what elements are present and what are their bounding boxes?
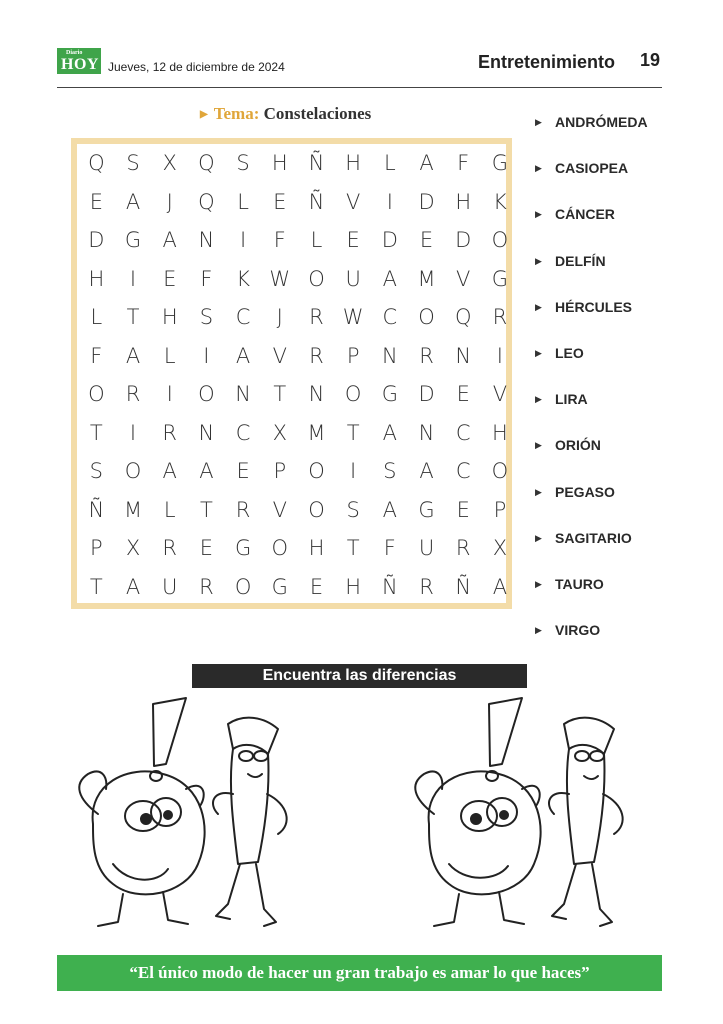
triangle-bullet-icon: ▶: [200, 109, 208, 120]
triangle-bullet-icon: ▶: [535, 301, 542, 312]
grid-letter: E: [346, 228, 360, 253]
word-label: PEGASO: [555, 483, 615, 500]
word-label: LIRA: [555, 391, 588, 408]
grid-letter: D: [455, 228, 472, 253]
grid-letter: M: [417, 266, 436, 291]
word-label: CASIOPEA: [555, 160, 629, 177]
grid-letter: R: [309, 343, 324, 368]
grid-row: [78, 414, 518, 453]
grid-letter: H: [88, 266, 105, 291]
grid-letter: E: [199, 536, 214, 561]
word-label: TAURO: [555, 576, 604, 592]
grid-letter: N: [418, 420, 435, 445]
grid-letter: T: [273, 382, 287, 407]
grid-letter: U: [345, 266, 361, 291]
word-label: SAGITARIO: [555, 529, 632, 546]
triangle-bullet-icon: ▶: [535, 440, 542, 451]
theme-value: Constelaciones: [263, 104, 372, 123]
grid-letter: V: [272, 497, 287, 522]
grid-letter: A: [382, 420, 398, 445]
grid-row: [78, 568, 518, 607]
word-label: ANDRÓMEDA: [555, 114, 648, 130]
grid-letter: G: [418, 497, 435, 522]
grid-letter: U: [418, 536, 435, 561]
grid-letter: I: [386, 189, 393, 214]
grid-letter: A: [382, 497, 398, 522]
grid-letter: H: [308, 536, 325, 561]
cartoon-left-image: [68, 694, 360, 934]
grid-letter: O: [308, 266, 325, 291]
grid-letter: P: [493, 497, 507, 522]
puzzle-theme: [200, 104, 371, 124]
grid-letter: I: [129, 420, 137, 445]
grid-letter: N: [308, 382, 325, 407]
grid-letter: O: [198, 382, 215, 407]
grid-letter: A: [419, 459, 434, 484]
grid-letter: C: [382, 305, 398, 330]
grid-row: [78, 491, 518, 530]
grid-letter: O: [88, 382, 105, 407]
grid-letter: X: [272, 420, 287, 445]
grid-letter: O: [418, 305, 435, 330]
grid-letter: F: [457, 151, 470, 176]
grid-row: [78, 144, 518, 183]
grid-letter: L: [90, 305, 103, 330]
grid-letter: E: [163, 266, 177, 291]
grid-row: [78, 452, 518, 491]
grid-letter: A: [162, 228, 177, 253]
grid-letter: A: [492, 574, 508, 599]
grid-letter: R: [235, 497, 251, 522]
grid-letter: K: [493, 189, 507, 214]
logo-small-text: Diario: [66, 50, 83, 56]
grid-letter: C: [455, 420, 471, 445]
grid-letter: S: [383, 459, 397, 484]
triangle-bullet-icon: ▶: [535, 255, 542, 266]
grid-letter: J: [166, 189, 173, 214]
grid-letter: Q: [88, 151, 105, 176]
grid-letter: R: [162, 420, 178, 445]
grid-letter: P: [346, 343, 360, 368]
grid-row: [78, 529, 518, 568]
grid-letter: Q: [198, 151, 215, 176]
grid-letter: E: [419, 228, 434, 253]
grid-letter: F: [90, 343, 103, 368]
grid-letter: R: [455, 536, 471, 561]
grid-letter: R: [125, 382, 141, 407]
grid-letter: J: [276, 305, 283, 330]
triangle-bullet-icon: ▶: [535, 348, 542, 358]
triangle-bullet-icon: ▶: [535, 209, 542, 220]
grid-letter: V: [345, 189, 361, 214]
word-label: CÁNCER: [555, 206, 615, 223]
section-title: Entretenimiento: [478, 52, 616, 72]
issue-date: Jueves, 12 de diciembre de 2024: [108, 60, 285, 74]
grid-letter: E: [456, 382, 470, 407]
grid-letter: S: [89, 459, 104, 484]
grid-letter: L: [163, 343, 176, 368]
grid-letter: R: [309, 305, 324, 330]
grid-letter: N: [198, 420, 215, 445]
grid-letter: L: [383, 151, 396, 176]
grid-letter: O: [234, 574, 252, 599]
grid-letter: A: [125, 189, 141, 214]
grid-letter: F: [200, 266, 213, 291]
grid-letter: C: [455, 459, 471, 484]
diario-hoy-logo: [57, 48, 101, 74]
grid-letter: T: [346, 536, 360, 561]
grid-letter: Q: [198, 189, 215, 214]
grid-letter: O: [344, 382, 362, 407]
grid-letter: E: [89, 189, 103, 214]
header-divider: [57, 87, 662, 88]
grid-letter: N: [235, 382, 251, 407]
grid-letter: H: [161, 305, 178, 330]
grid-letter: Ñ: [381, 574, 398, 599]
triangle-bullet-icon: ▶: [535, 117, 542, 127]
grid-letter: G: [381, 382, 398, 407]
grid-letter: F: [383, 536, 396, 561]
grid-row: [78, 221, 518, 260]
grid-letter: O: [491, 459, 509, 484]
grid-letter: V: [492, 382, 508, 407]
grid-letter: H: [271, 151, 288, 176]
grid-letter: V: [272, 343, 287, 368]
grid-row: [78, 337, 518, 376]
grid-letter: A: [235, 343, 251, 368]
grid-letter: I: [350, 459, 357, 484]
grid-letter: Ñ: [308, 189, 325, 214]
grid-letter: V: [456, 266, 471, 291]
logo-big-text: HOY: [61, 56, 99, 73]
grid-letter: O: [124, 459, 142, 484]
word-label: DELFÍN: [555, 252, 606, 269]
grid-letter: E: [309, 574, 324, 599]
grid-letter: X: [162, 151, 177, 176]
grid-letter: I: [203, 343, 210, 368]
grid-letter: G: [491, 151, 509, 176]
grid-letter: A: [382, 266, 398, 291]
grid-letter: T: [89, 574, 103, 599]
grid-letter: E: [236, 459, 250, 484]
grid-letter: A: [199, 459, 214, 484]
triangle-bullet-icon: ▶: [535, 625, 542, 636]
triangle-bullet-icon: ▶: [535, 532, 542, 543]
grid-letter: U: [162, 574, 178, 599]
grid-letter: A: [419, 151, 434, 176]
grid-letter: G: [234, 536, 252, 561]
grid-letter: H: [345, 151, 362, 176]
grid-letter: T: [89, 420, 103, 445]
grid-letter: I: [239, 228, 247, 253]
grid-letter: L: [237, 189, 249, 214]
grid-letter: R: [162, 536, 178, 561]
grid-letter: X: [125, 536, 141, 561]
grid-letter: A: [162, 459, 177, 484]
grid-letter: M: [123, 497, 143, 522]
grid-letter: A: [125, 343, 141, 368]
grid-letter: D: [88, 228, 105, 253]
grid-letter: D: [418, 189, 435, 214]
word-label: LEO: [555, 345, 584, 361]
differences-title: Encuentra las diferencias: [192, 664, 527, 688]
quote-banner: “El único modo de hacer un gran trabajo es amar lo que haces”: [57, 955, 662, 991]
grid-letter: A: [125, 574, 141, 599]
grid-letter: E: [456, 497, 470, 522]
grid-letter: Ñ: [455, 574, 472, 599]
grid-letter: N: [198, 228, 215, 253]
cartoon-right-image: [404, 694, 696, 934]
grid-letter: R: [419, 343, 434, 368]
triangle-bullet-icon: ▶: [535, 486, 542, 497]
grid-letter: I: [166, 382, 173, 407]
grid-letter: H: [492, 420, 508, 445]
word-label: VIRGO: [555, 622, 601, 639]
grid-letter: M: [307, 420, 326, 445]
grid-letter: H: [345, 574, 362, 599]
theme-label: Tema:: [213, 104, 260, 123]
grid-letter: X: [492, 536, 508, 561]
grid-letter: S: [236, 151, 250, 176]
word-label: HÉRCULES: [555, 298, 633, 315]
grid-letter: O: [308, 459, 325, 484]
grid-letter: L: [163, 497, 176, 522]
grid-letter: P: [273, 459, 287, 484]
grid-letter: D: [418, 382, 435, 407]
grid-letter: H: [455, 189, 472, 214]
grid-letter: K: [236, 266, 250, 291]
grid-letter: C: [235, 420, 251, 445]
grid-letter: Q: [454, 305, 472, 330]
grid-letter: O: [271, 536, 289, 561]
grid-row: [78, 260, 518, 299]
grid-letter: W: [269, 266, 291, 291]
grid-letter: G: [124, 228, 142, 253]
word-search-grid: [78, 144, 518, 606]
grid-letter: Ñ: [88, 497, 105, 522]
grid-letter: T: [126, 305, 140, 330]
grid-letter: O: [491, 228, 509, 253]
grid-letter: I: [129, 266, 137, 291]
grid-letter: R: [492, 305, 508, 330]
grid-letter: S: [126, 151, 140, 176]
page-number: 19: [640, 50, 661, 70]
grid-letter: L: [310, 228, 323, 253]
word-label: ORIÓN: [555, 437, 601, 454]
grid-letter: G: [491, 266, 509, 291]
grid-letter: R: [419, 574, 434, 599]
grid-row: [78, 298, 518, 337]
grid-letter: C: [235, 305, 251, 330]
grid-letter: D: [381, 228, 398, 253]
grid-letter: P: [90, 536, 103, 561]
grid-row: [78, 183, 518, 222]
grid-letter: S: [199, 305, 214, 330]
triangle-bullet-icon: ▶: [535, 163, 542, 174]
grid-letter: Ñ: [308, 151, 325, 176]
grid-row: [78, 375, 518, 414]
triangle-bullet-icon: ▶: [535, 394, 542, 405]
grid-letter: F: [273, 228, 286, 253]
triangle-bullet-icon: ▶: [535, 579, 542, 589]
grid-letter: G: [271, 574, 288, 599]
grid-letter: I: [496, 343, 503, 368]
grid-letter: T: [199, 497, 213, 522]
grid-letter: N: [455, 343, 472, 368]
grid-letter: N: [381, 343, 398, 368]
grid-letter: O: [308, 497, 325, 522]
grid-letter: T: [346, 420, 360, 445]
grid-letter: S: [346, 497, 360, 522]
grid-letter: E: [273, 189, 287, 214]
grid-letter: W: [342, 305, 364, 330]
grid-letter: R: [199, 574, 214, 599]
